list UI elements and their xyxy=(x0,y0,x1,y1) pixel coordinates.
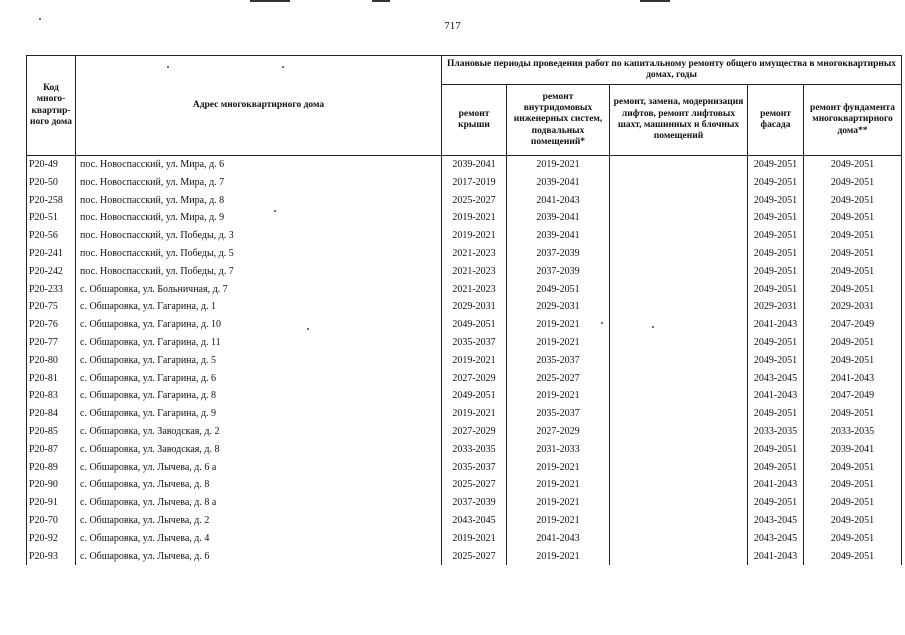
cell-roof: 2049-2051 xyxy=(442,316,507,334)
cell-foundation: 2049-2051 xyxy=(804,281,902,299)
cell-code: Р20-83 xyxy=(27,387,76,405)
cell-lifts xyxy=(610,245,748,263)
cell-systems: 2039-2041 xyxy=(507,227,610,245)
cell-code: Р20-241 xyxy=(27,245,76,263)
cell-roof: 2017-2019 xyxy=(442,174,507,192)
cell-roof: 2029-2031 xyxy=(442,298,507,316)
cell-foundation: 2049-2051 xyxy=(804,245,902,263)
cell-roof: 2019-2021 xyxy=(442,405,507,423)
cell-address: с. Обшаровка, ул. Заводская, д. 2 xyxy=(76,423,442,441)
cell-code: Р20-80 xyxy=(27,352,76,370)
cell-systems: 2049-2051 xyxy=(507,281,610,299)
cell-address: с. Обшаровка, ул. Заводская, д. 8 xyxy=(76,441,442,459)
cell-facade: 2049-2051 xyxy=(748,156,804,174)
cell-code: Р20-77 xyxy=(27,334,76,352)
table-row xyxy=(27,405,902,423)
cell-systems: 2019-2021 xyxy=(507,512,610,530)
cell-address: с. Обшаровка, ул. Лычева, д. 8 а xyxy=(76,494,442,512)
cell-systems: 2041-2043 xyxy=(507,192,610,210)
cell-address: с. Обшаровка, ул. Гагарина, д. 11 xyxy=(76,334,442,352)
cell-lifts xyxy=(610,548,748,566)
cell-facade: 2043-2045 xyxy=(748,530,804,548)
cell-code: Р20-91 xyxy=(27,494,76,512)
cell-code: Р20-93 xyxy=(27,548,76,566)
cell-code: Р20-84 xyxy=(27,405,76,423)
cell-lifts xyxy=(610,263,748,281)
cell-roof: 2037-2039 xyxy=(442,494,507,512)
repair-schedule-table xyxy=(26,55,902,565)
cell-foundation: 2049-2051 xyxy=(804,174,902,192)
cell-address: пос. Новоспасский, ул. Мира, д. 7 xyxy=(76,174,442,192)
cell-address: пос. Новоспасский, ул. Победы, д. 7 xyxy=(76,263,442,281)
cell-foundation: 2041-2043 xyxy=(804,370,902,388)
cell-facade: 2041-2043 xyxy=(748,387,804,405)
cell-foundation: 2049-2051 xyxy=(804,209,902,227)
cell-foundation: 2049-2051 xyxy=(804,548,902,566)
cell-systems: 2019-2021 xyxy=(507,494,610,512)
table-row xyxy=(27,548,902,566)
cell-address: с. Обшаровка, ул. Лычева, д. 6 xyxy=(76,548,442,566)
cell-address: пос. Новоспасский, ул. Мира, д. 8 xyxy=(76,192,442,210)
cell-lifts xyxy=(610,441,748,459)
cell-foundation: 2049-2051 xyxy=(804,494,902,512)
cell-lifts xyxy=(610,530,748,548)
cell-code: Р20-50 xyxy=(27,174,76,192)
cell-address: с. Обшаровка, ул. Гагарина, д. 9 xyxy=(76,405,442,423)
cell-roof: 2019-2021 xyxy=(442,352,507,370)
cell-lifts xyxy=(610,316,748,334)
table-body xyxy=(27,156,902,566)
cell-facade: 2049-2051 xyxy=(748,441,804,459)
cell-code: Р20-49 xyxy=(27,156,76,174)
cell-code: Р20-85 xyxy=(27,423,76,441)
cell-foundation: 2049-2051 xyxy=(804,263,902,281)
table-row xyxy=(27,459,902,477)
cell-roof: 2021-2023 xyxy=(442,281,507,299)
cell-roof: 2039-2041 xyxy=(442,156,507,174)
table-row xyxy=(27,476,902,494)
table-row xyxy=(27,334,902,352)
table-row xyxy=(27,298,902,316)
cell-foundation: 2049-2051 xyxy=(804,512,902,530)
cell-systems: 2039-2041 xyxy=(507,209,610,227)
cell-systems: 2019-2021 xyxy=(507,459,610,477)
cell-facade: 2049-2051 xyxy=(748,459,804,477)
cell-lifts xyxy=(610,227,748,245)
table-row xyxy=(27,263,902,281)
cell-lifts xyxy=(610,405,748,423)
page-number: 717 xyxy=(444,20,461,32)
scan-edge-mark xyxy=(250,0,290,2)
cell-foundation: 2049-2051 xyxy=(804,156,902,174)
cell-code: Р20-76 xyxy=(27,316,76,334)
header-foundation: ремонт фундамента многоквартирного дома** xyxy=(804,85,902,156)
cell-facade: 2049-2051 xyxy=(748,174,804,192)
cell-facade: 2033-2035 xyxy=(748,423,804,441)
cell-address: пос. Новоспасский, ул. Мира, д. 6 xyxy=(76,156,442,174)
cell-facade: 2049-2051 xyxy=(748,494,804,512)
cell-roof: 2049-2051 xyxy=(442,387,507,405)
cell-address: пос. Новоспасский, ул. Мира, д. 9 xyxy=(76,209,442,227)
cell-foundation: 2049-2051 xyxy=(804,192,902,210)
cell-foundation: 2049-2051 xyxy=(804,530,902,548)
table-row xyxy=(27,370,902,388)
cell-address: с. Обшаровка, ул. Гагарина, д. 8 xyxy=(76,387,442,405)
cell-roof: 2027-2029 xyxy=(442,370,507,388)
cell-code: Р20-92 xyxy=(27,530,76,548)
cell-lifts xyxy=(610,370,748,388)
table-row xyxy=(27,387,902,405)
cell-systems: 2035-2037 xyxy=(507,405,610,423)
table-row xyxy=(27,441,902,459)
cell-foundation: 2029-2031 xyxy=(804,298,902,316)
cell-systems: 2019-2021 xyxy=(507,156,610,174)
cell-lifts xyxy=(610,494,748,512)
cell-roof: 2019-2021 xyxy=(442,530,507,548)
cell-code: Р20-56 xyxy=(27,227,76,245)
table-row xyxy=(27,227,902,245)
cell-facade: 2049-2051 xyxy=(748,192,804,210)
cell-systems: 2041-2043 xyxy=(507,530,610,548)
cell-systems: 2019-2021 xyxy=(507,334,610,352)
cell-facade: 2043-2045 xyxy=(748,512,804,530)
cell-address: с. Обшаровка, ул. Гагарина, д. 10 xyxy=(76,316,442,334)
table-row xyxy=(27,174,902,192)
cell-systems: 2019-2021 xyxy=(507,548,610,566)
table-row xyxy=(27,209,902,227)
cell-facade: 2041-2043 xyxy=(748,316,804,334)
header-facade: ремонт фасада xyxy=(748,85,804,156)
cell-lifts xyxy=(610,281,748,299)
cell-foundation: 2049-2051 xyxy=(804,352,902,370)
cell-systems: 2035-2037 xyxy=(507,352,610,370)
cell-facade: 2049-2051 xyxy=(748,281,804,299)
cell-roof: 2035-2037 xyxy=(442,459,507,477)
table-row xyxy=(27,512,902,530)
cell-address: пос. Новоспасский, ул. Победы, д. 5 xyxy=(76,245,442,263)
header-periods-title: Плановые периоды проведения работ по капитальному ремонту общего имущества в многоквартирных домах, годы xyxy=(442,56,902,85)
cell-facade: 2049-2051 xyxy=(748,352,804,370)
header-code: Код много-квартир-ного дома xyxy=(27,56,76,156)
cell-roof: 2025-2027 xyxy=(442,548,507,566)
cell-roof: 2019-2021 xyxy=(442,227,507,245)
cell-systems: 2027-2029 xyxy=(507,423,610,441)
cell-foundation: 2047-2049 xyxy=(804,387,902,405)
scan-edge-mark xyxy=(372,0,390,2)
cell-code: Р20-75 xyxy=(27,298,76,316)
cell-lifts xyxy=(610,387,748,405)
cell-code: Р20-81 xyxy=(27,370,76,388)
cell-facade: 2049-2051 xyxy=(748,245,804,263)
cell-facade: 2029-2031 xyxy=(748,298,804,316)
cell-systems: 2029-2031 xyxy=(507,298,610,316)
table-row xyxy=(27,494,902,512)
cell-lifts xyxy=(610,334,748,352)
header-engineering-systems: ремонт внутридомовых инженерных систем, подвальных помещений* xyxy=(507,85,610,156)
cell-systems: 2037-2039 xyxy=(507,245,610,263)
cell-lifts xyxy=(610,512,748,530)
cell-foundation: 2047-2049 xyxy=(804,316,902,334)
cell-systems: 2039-2041 xyxy=(507,174,610,192)
table-row xyxy=(27,245,902,263)
cell-address: с. Обшаровка, ул. Гагарина, д. 1 xyxy=(76,298,442,316)
header-lifts: ремонт, замена, модернизация лифтов, ремонт лифтовых шахт, машинных и блочных помещений xyxy=(610,85,748,156)
cell-code: Р20-242 xyxy=(27,263,76,281)
cell-facade: 2041-2043 xyxy=(748,548,804,566)
cell-roof: 2025-2027 xyxy=(442,192,507,210)
table-row xyxy=(27,530,902,548)
cell-roof: 2021-2023 xyxy=(442,245,507,263)
table-row xyxy=(27,281,902,299)
cell-code: Р20-90 xyxy=(27,476,76,494)
cell-foundation: 2039-2041 xyxy=(804,441,902,459)
table-row xyxy=(27,352,902,370)
cell-roof: 2025-2027 xyxy=(442,476,507,494)
cell-facade: 2043-2045 xyxy=(748,370,804,388)
cell-lifts xyxy=(610,156,748,174)
cell-address: с. Обшаровка, ул. Лычева, д. 2 xyxy=(76,512,442,530)
table-row xyxy=(27,156,902,174)
cell-address: с. Обшаровка, ул. Лычева, д. 6 а xyxy=(76,459,442,477)
cell-systems: 2031-2033 xyxy=(507,441,610,459)
cell-roof: 2019-2021 xyxy=(442,209,507,227)
cell-facade: 2049-2051 xyxy=(748,334,804,352)
cell-code: Р20-87 xyxy=(27,441,76,459)
cell-address: пос. Новоспасский, ул. Победы, д. 3 xyxy=(76,227,442,245)
cell-systems: 2019-2021 xyxy=(507,387,610,405)
cell-facade: 2049-2051 xyxy=(748,209,804,227)
cell-facade: 2049-2051 xyxy=(748,405,804,423)
cell-foundation: 2049-2051 xyxy=(804,405,902,423)
cell-systems: 2037-2039 xyxy=(507,263,610,281)
cell-systems: 2025-2027 xyxy=(507,370,610,388)
cell-roof: 2021-2023 xyxy=(442,263,507,281)
cell-code: Р20-51 xyxy=(27,209,76,227)
table-row xyxy=(27,192,902,210)
cell-foundation: 2033-2035 xyxy=(804,423,902,441)
cell-facade: 2049-2051 xyxy=(748,227,804,245)
cell-address: с. Обшаровка, ул. Лычева, д. 8 xyxy=(76,476,442,494)
table-row xyxy=(27,423,902,441)
cell-foundation: 2049-2051 xyxy=(804,459,902,477)
cell-lifts xyxy=(610,298,748,316)
cell-systems: 2019-2021 xyxy=(507,476,610,494)
cell-roof: 2043-2045 xyxy=(442,512,507,530)
cell-lifts xyxy=(610,352,748,370)
cell-roof: 2035-2037 xyxy=(442,334,507,352)
cell-lifts xyxy=(610,192,748,210)
cell-roof: 2033-2035 xyxy=(442,441,507,459)
cell-facade: 2041-2043 xyxy=(748,476,804,494)
cell-code: Р20-70 xyxy=(27,512,76,530)
cell-code: Р20-233 xyxy=(27,281,76,299)
header-address: Адрес многоквартирного дома xyxy=(76,56,442,156)
cell-lifts xyxy=(610,174,748,192)
cell-roof: 2027-2029 xyxy=(442,423,507,441)
scan-edge-mark xyxy=(640,0,670,2)
cell-lifts xyxy=(610,459,748,477)
cell-foundation: 2049-2051 xyxy=(804,227,902,245)
cell-code: Р20-258 xyxy=(27,192,76,210)
cell-address: с. Обшаровка, ул. Лычева, д. 4 xyxy=(76,530,442,548)
cell-facade: 2049-2051 xyxy=(748,263,804,281)
cell-address: с. Обшаровка, ул. Гагарина, д. 6 xyxy=(76,370,442,388)
cell-lifts xyxy=(610,209,748,227)
cell-foundation: 2049-2051 xyxy=(804,476,902,494)
cell-code: Р20-89 xyxy=(27,459,76,477)
cell-foundation: 2049-2051 xyxy=(804,334,902,352)
cell-lifts xyxy=(610,476,748,494)
cell-systems: 2019-2021 xyxy=(507,316,610,334)
header-roof: ремонт крыши xyxy=(442,85,507,156)
cell-address: с. Обшаровка, ул. Больничная, д. 7 xyxy=(76,281,442,299)
cell-lifts xyxy=(610,423,748,441)
cell-address: с. Обшаровка, ул. Гагарина, д. 5 xyxy=(76,352,442,370)
table-row xyxy=(27,316,902,334)
